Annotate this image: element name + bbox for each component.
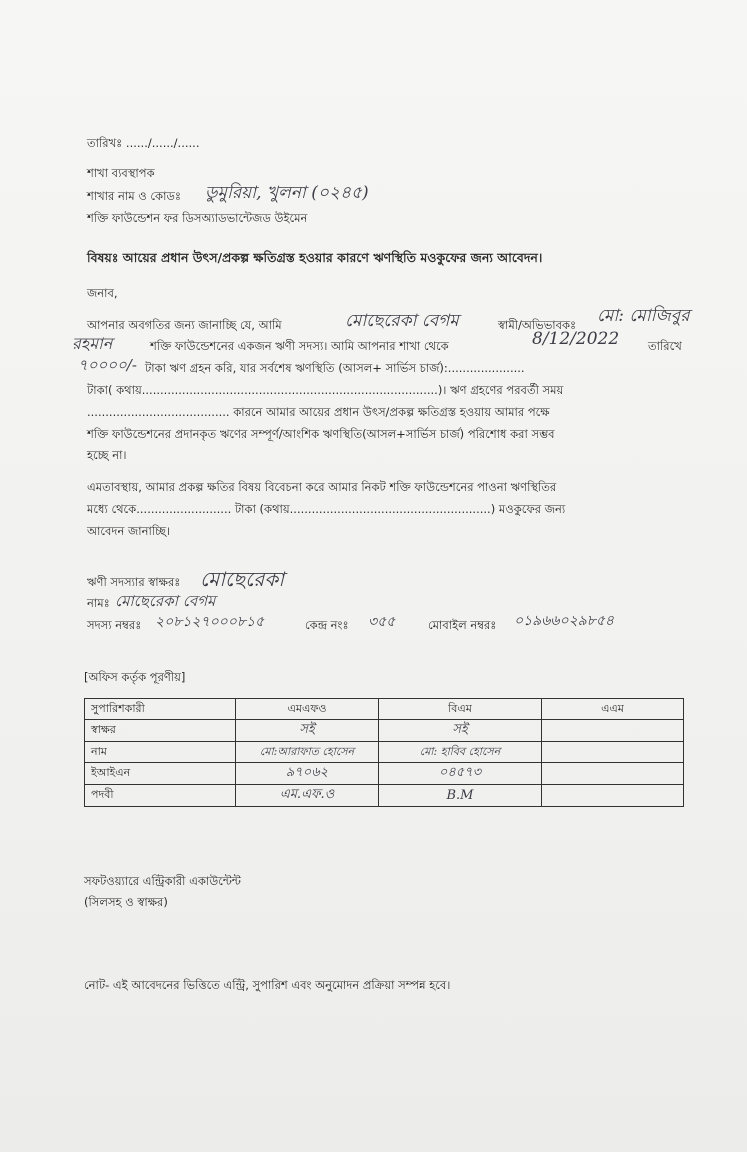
mfo-ein: ৯৭০৬২ [236,763,379,785]
branch-label: শাখার নাম ও কোডঃ [87,189,182,203]
row-label-signature: স্বাক্ষর [85,720,236,742]
office-heading: [অফিস কর্তৃক পূরণীয়] [84,670,186,684]
member-no-hw: ২০৮১২৭০০০৮১৫ [155,614,265,630]
member-signature-hw: মোছেরেকা [200,567,285,591]
centre-label: কেন্দ্র নংঃ [305,618,349,632]
centre-no-hw: ৩৫৫ [368,614,396,630]
am-designation [542,785,684,807]
date-line [87,136,199,151]
mfo-designation: এম.এফ.ও [236,785,379,807]
table-row [85,763,684,785]
accountant-note: (সিলসহ ও স্বাক্ষর) [84,895,168,909]
accountant-title: সফটওয়্যারে এন্ট্রিকারী একাউন্টেন্ট [84,874,241,888]
para1-line3: টাকা ঋণ গ্রহন করি, যার সর্বশেষ ঋণস্থিতি (আসল+ সার্ভিস চার্জ):..................... [145,361,525,375]
header-recommender: সুপারিশকারী [85,699,236,720]
bm-ein: ০৪৫৭৩ [379,763,542,785]
header-mfo: এমএফও [236,699,379,720]
header-bm: বিএম [379,699,542,720]
para1-line1a: আপনার অবগতির জন্য জানাচ্ছি যে, আমি [87,318,282,332]
para2-line1: এমতাবস্থায়, আমার প্রকল্প ক্ষতির বিষয় বিবেচনা করে আমার নিকট শক্তি ফাউন্ডেশনের পাওনা ঋণস্থিতির [87,480,557,494]
date-blank: ....../....../...... [125,136,200,150]
para2-line3: আবেদন জানাচ্ছি। [87,524,171,538]
mobile-label: মোবাইল নম্বরঃ [428,618,497,632]
para1-line2a: শক্তি ফাউন্ডেশনের একজন ঋণী সদস্য। আমি আপনার শাখা থেকে [150,339,449,353]
mfo-signature: সই [236,720,379,742]
bm-signature: সই [379,720,542,742]
guardian-name-hw: মো: মোজিবুর [597,306,690,326]
bm-designation: B.M [379,785,542,807]
subject-line: বিষয়ঃ আয়ের প্রধান উৎস/প্রকল্প ক্ষতিগ্রস্ত হওয়ার কারণে ঋণস্থিতি মওকুফের জন্য আবেদন। [87,250,543,265]
am-name [542,742,684,763]
member-name-label: নামঃ [87,596,110,610]
footer-note: নোট- এই আবেদনের ভিত্তিতে এন্ট্রি, সুপারিশ এবং অনুমোদন প্রক্রিয়া সম্পন্ন হবে। [84,978,451,992]
addressee-title: শাখা ব্যবস্থাপক [87,166,155,180]
am-ein [542,763,684,785]
member-no-label: সদস্য নম্বরঃ [87,618,142,632]
salutation: জনাব, [87,286,118,300]
loan-amount-hw: ৭০০০০/- [78,356,137,374]
member-name-hw: মোছেরেকা বেগম [115,592,216,610]
header-am: এএম [542,699,684,720]
mobile-no-hw: ০১৯৬৬০২৯৮৫৪ [514,613,615,629]
row-label-ein: ইআইএন [85,763,236,785]
date-label: তারিখঃ [87,136,123,150]
mfo-name: মো:আরাফাত হোসেন [236,742,379,763]
row-label-designation: পদবী [85,785,236,807]
para1-line4: টাকা( কথায়.................................................................................)। ঋণ গ্রহণের পরবর্তী সময় [87,383,564,397]
applicant-name-hw: মোছেরেকা বেগম [345,311,459,331]
guardian-name-hw2: রহমান [72,334,113,353]
row-label-name: নাম [85,742,236,763]
branch-handwritten: ডুমুরিয়া, খুলনা (০২৪৫) [205,183,369,203]
loan-date-hw: 8/12/2022 [532,329,620,349]
table-row [85,720,684,742]
am-signature [542,720,684,742]
para2-line2: মধ্যে থেকে.......................... টাকা (কথায়.......................................................) মওকুফের জন্য [87,502,566,516]
para1-line6: শক্তি ফাউন্ডেশনের প্রদানকৃত ঋণের সম্পূর্ণ/আংশিক ঋণস্থিতি(আসল+সার্ভিস চার্জ) পরিশোধ করা সম্ভব [87,427,555,441]
para1-line2b: তারিখে [648,339,682,353]
para1-line7: হচ্ছে না। [87,448,127,462]
para1-line5: ....................................... কারনে আমার আয়ের প্রধান উৎস/প্রকল্প ক্ষতিগ্রস্ত হওয়ায় আমার পক্ষে [87,405,550,419]
member-signature-label: ঋণী সদস্যার স্বাক্ষরঃ [87,575,181,589]
organisation-name: শক্তি ফাউন্ডেশন ফর ডিসঅ্যাডভান্টেজড উইমেন [87,211,308,225]
bm-name: মো: হাবিব হোসেন [379,742,542,763]
para1-line1b: স্বামী/অভিভাবকঃ [498,318,577,332]
table-row [85,785,684,807]
branch-line [87,189,181,204]
office-table-header [85,699,684,720]
table-row [85,742,684,763]
office-table [84,698,684,807]
